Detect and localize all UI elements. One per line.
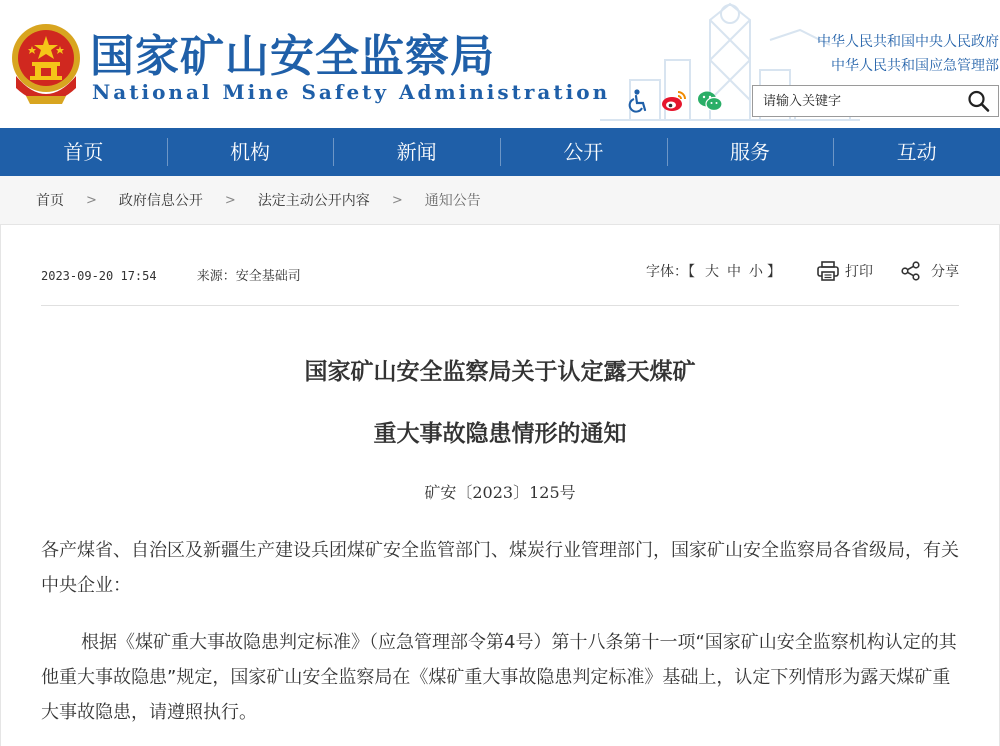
- article-source: 来源：安全基础司: [196, 269, 301, 284]
- nav-item-interaction[interactable]: 互动: [833, 128, 1000, 176]
- font-size-small[interactable]: 小: [749, 264, 763, 280]
- main-nav: [0, 128, 1000, 176]
- article-card: [0, 224, 1000, 746]
- breadcrumb-statutory[interactable]: 法定主动公开内容: [257, 193, 370, 209]
- nav-item-public[interactable]: 公开: [500, 128, 667, 176]
- weibo-icon[interactable]: [660, 88, 688, 114]
- breadcrumb-home[interactable]: 首页: [36, 193, 64, 209]
- document-number: 矿安〔2023〕125号: [424, 483, 576, 502]
- print-label: 打印: [845, 264, 873, 280]
- search-icon[interactable]: [966, 89, 992, 113]
- breadcrumb-current: 通知公告: [424, 193, 481, 209]
- gov-link-central[interactable]: 中华人民共和国中央人民政府: [817, 34, 999, 50]
- gov-link-mem[interactable]: 中华人民共和国应急管理部: [831, 58, 999, 74]
- site-title-cn: 国家矿山安全监察局: [90, 31, 495, 82]
- nav-item-news[interactable]: 新闻: [333, 128, 500, 176]
- site-title-en: National Mine Safety Administration: [92, 80, 611, 104]
- printer-icon: [817, 261, 839, 281]
- accessibility-icon[interactable]: [624, 88, 652, 114]
- nav-item-home[interactable]: 首页: [63, 140, 104, 164]
- nav-item-organization[interactable]: 机构: [167, 128, 334, 176]
- gov-links: [760, 30, 1000, 78]
- article-paragraph: 根据《煤矿重大事故隐患判定标准》（应急管理部令第4号）第十八条第十一项“国家矿山安全监察机构认定的其他重大事故隐患”规定，国家矿山安全监察局在《煤矿重大事故隐患判定标准》基础上，认定下列情形为露天煤矿重大事故隐患，请遵照执行。: [41, 632, 957, 723]
- tool-icons: [624, 88, 724, 114]
- search-box: [752, 85, 999, 117]
- article-meta: [41, 265, 301, 284]
- chevron-right-icon: >: [391, 192, 403, 208]
- font-size-label: 字体：【: [646, 264, 695, 280]
- breadcrumb-gov-info[interactable]: 政府信息公开: [118, 193, 203, 209]
- meta-divider: [41, 305, 959, 306]
- share-button[interactable]: [901, 261, 959, 281]
- share-label: 分享: [931, 264, 959, 280]
- national-emblem-logo: [8, 16, 84, 112]
- font-size-close: 】: [767, 264, 781, 280]
- nav-item-service[interactable]: 服务: [667, 128, 834, 176]
- wechat-icon[interactable]: [696, 88, 724, 114]
- font-size-large[interactable]: 大: [705, 264, 719, 280]
- chevron-right-icon: >: [224, 192, 236, 208]
- article-title-line2: 重大事故隐患情形的通知: [373, 420, 627, 447]
- share-icon: [901, 261, 921, 281]
- breadcrumb: [0, 176, 1000, 224]
- font-size-medium[interactable]: 中: [727, 264, 741, 280]
- search-input[interactable]: [763, 90, 963, 112]
- article-paragraph: 各产煤省、自治区及新疆生产建设兵团煤矿安全监管部门、煤炭行业管理部门，国家矿山安全监察局各省级局，有关中央企业：: [41, 540, 959, 596]
- chevron-right-icon: >: [86, 192, 97, 208]
- print-button[interactable]: [817, 261, 873, 281]
- article-tools: [646, 261, 959, 281]
- article-title-line1: 国家矿山安全监察局关于认定露天煤矿: [304, 358, 696, 385]
- publish-date: 2023-09-20 17:54: [41, 269, 157, 283]
- site-header: [0, 0, 1000, 128]
